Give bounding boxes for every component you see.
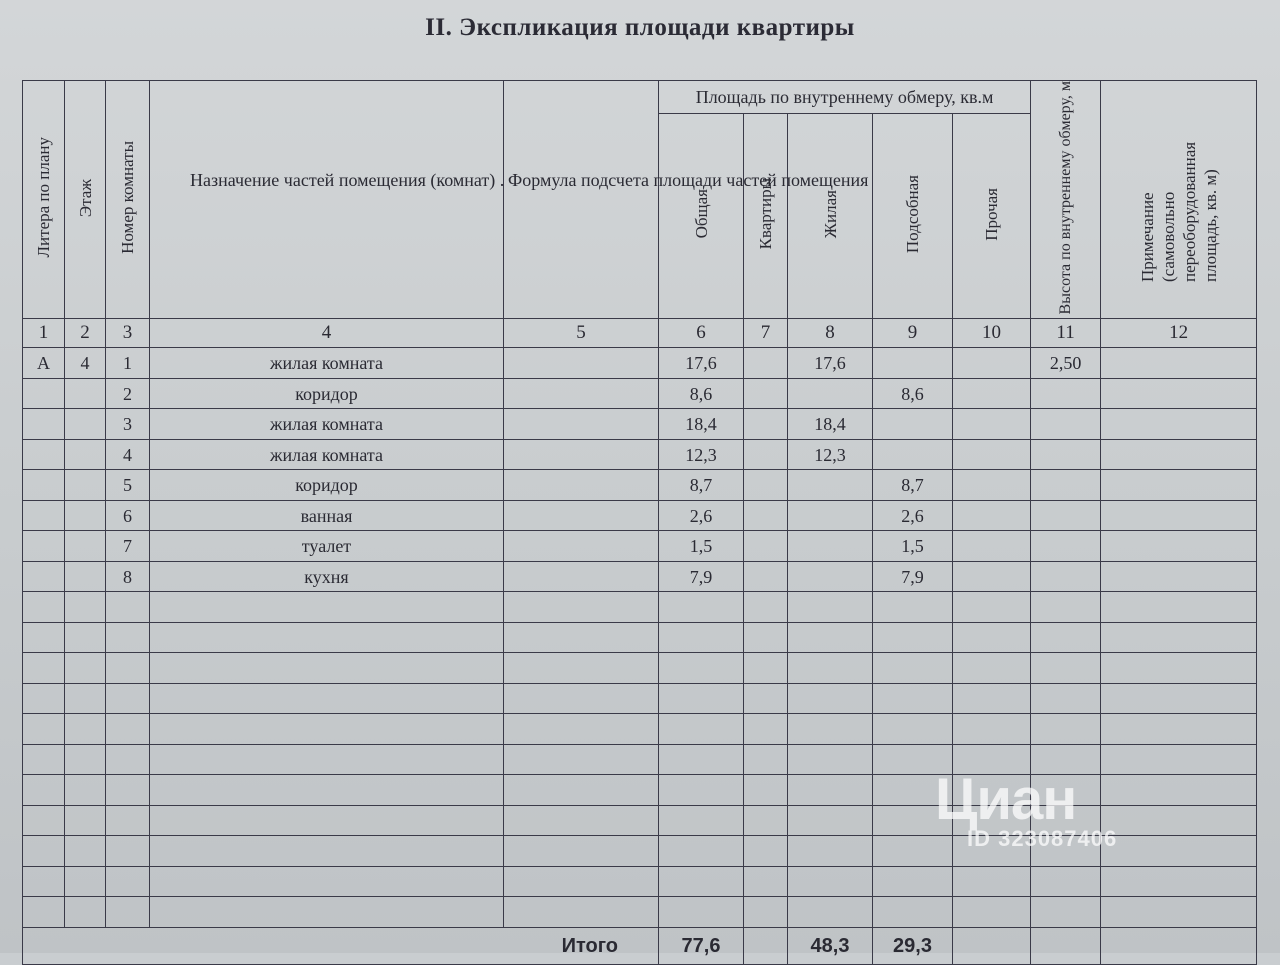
empty-cell — [65, 714, 106, 745]
cell-height — [1031, 409, 1101, 440]
empty-cell — [873, 592, 953, 623]
table-row — [23, 470, 1257, 501]
empty-cell — [150, 866, 504, 897]
cell-formula — [504, 409, 659, 440]
empty-cell — [659, 866, 744, 897]
cell-num: 8 — [106, 561, 150, 592]
empty-cell — [65, 775, 106, 806]
header-room-number: Номер комнаты — [106, 81, 150, 319]
cell-apt — [744, 409, 788, 440]
table-row — [23, 561, 1257, 592]
cell-height — [1031, 500, 1101, 531]
empty-cell — [1101, 683, 1257, 714]
cell-num: 4 — [106, 439, 150, 470]
column-numbers-row — [23, 319, 1257, 348]
empty-cell — [504, 622, 659, 653]
cell-total: 18,4 — [659, 409, 744, 440]
empty-row — [23, 653, 1257, 684]
cell-floor — [65, 561, 106, 592]
empty-cell — [788, 775, 873, 806]
empty-row — [23, 897, 1257, 928]
empty-cell — [1101, 836, 1257, 867]
empty-row — [23, 622, 1257, 653]
table-row — [23, 378, 1257, 409]
empty-cell — [504, 714, 659, 745]
cell-living — [788, 500, 873, 531]
empty-cell — [953, 897, 1031, 928]
empty-cell — [504, 653, 659, 684]
empty-cell — [744, 714, 788, 745]
empty-cell — [1031, 683, 1101, 714]
empty-cell — [744, 653, 788, 684]
column-number-cell: 7 — [744, 319, 788, 348]
empty-cell — [1101, 866, 1257, 897]
empty-cell — [23, 775, 65, 806]
empty-cell — [873, 622, 953, 653]
cell-litera — [23, 439, 65, 470]
empty-cell — [65, 592, 106, 623]
empty-cell — [873, 897, 953, 928]
empty-cell — [659, 653, 744, 684]
empty-cell — [1031, 897, 1101, 928]
listing-id: ID 323087406 — [967, 826, 1118, 851]
header-area-auxiliary: Подсобная — [873, 113, 953, 319]
cell-floor — [65, 409, 106, 440]
cell-other — [953, 348, 1031, 379]
empty-row — [23, 714, 1257, 745]
empty-cell — [788, 714, 873, 745]
cell-formula — [504, 378, 659, 409]
empty-cell — [106, 836, 150, 867]
empty-cell — [953, 653, 1031, 684]
empty-cell — [788, 653, 873, 684]
empty-cell — [744, 683, 788, 714]
empty-cell — [23, 622, 65, 653]
cell-total: 7,9 — [659, 561, 744, 592]
cell-num: 3 — [106, 409, 150, 440]
cell-living — [788, 470, 873, 501]
empty-cell — [744, 622, 788, 653]
empty-cell — [1101, 744, 1257, 775]
empty-cell — [23, 805, 65, 836]
cell-floor — [65, 500, 106, 531]
cell-name: туалет — [150, 531, 504, 562]
totals-aux: 29,3 — [873, 927, 953, 964]
cell-total: 17,6 — [659, 348, 744, 379]
empty-cell — [23, 836, 65, 867]
cell-living: 12,3 — [788, 439, 873, 470]
empty-row — [23, 683, 1257, 714]
cell-height — [1031, 561, 1101, 592]
cell-note — [1101, 378, 1257, 409]
empty-cell — [788, 683, 873, 714]
cell-note — [1101, 439, 1257, 470]
totals-height — [1031, 927, 1101, 964]
cell-num: 7 — [106, 531, 150, 562]
empty-cell — [1031, 592, 1101, 623]
empty-cell — [953, 622, 1031, 653]
cell-litera — [23, 531, 65, 562]
cell-num: 2 — [106, 378, 150, 409]
empty-cell — [106, 683, 150, 714]
cell-litera: А — [23, 348, 65, 379]
column-number-cell: 12 — [1101, 319, 1257, 348]
empty-cell — [1031, 775, 1101, 806]
empty-cell — [504, 683, 659, 714]
empty-cell — [504, 592, 659, 623]
cell-floor: 4 — [65, 348, 106, 379]
empty-cell — [150, 897, 504, 928]
totals-other — [953, 927, 1031, 964]
cell-aux — [873, 409, 953, 440]
cell-note — [1101, 531, 1257, 562]
column-number-cell: 5 — [504, 319, 659, 348]
cell-total: 12,3 — [659, 439, 744, 470]
cell-aux: 2,6 — [873, 500, 953, 531]
cell-height: 2,50 — [1031, 348, 1101, 379]
empty-cell — [106, 622, 150, 653]
cell-note — [1101, 561, 1257, 592]
empty-cell — [1101, 775, 1257, 806]
cell-total: 2,6 — [659, 500, 744, 531]
cell-height — [1031, 439, 1101, 470]
empty-cell — [953, 805, 1031, 836]
cell-num: 6 — [106, 500, 150, 531]
column-number-cell: 9 — [873, 319, 953, 348]
empty-cell — [504, 836, 659, 867]
empty-cell — [23, 714, 65, 745]
empty-cell — [1101, 622, 1257, 653]
cell-height — [1031, 531, 1101, 562]
cell-aux: 8,6 — [873, 378, 953, 409]
cell-living — [788, 531, 873, 562]
empty-cell — [106, 744, 150, 775]
cell-num: 1 — [106, 348, 150, 379]
empty-cell — [23, 897, 65, 928]
empty-cell — [23, 592, 65, 623]
cell-other — [953, 470, 1031, 501]
cell-aux — [873, 439, 953, 470]
empty-cell — [1031, 836, 1101, 867]
cell-floor — [65, 378, 106, 409]
empty-cell — [659, 592, 744, 623]
cell-name: кухня — [150, 561, 504, 592]
cell-formula — [504, 561, 659, 592]
empty-cell — [873, 683, 953, 714]
table-row — [23, 409, 1257, 440]
header-area-other: Прочая — [953, 113, 1031, 319]
column-number-cell: 6 — [659, 319, 744, 348]
empty-cell — [744, 866, 788, 897]
empty-cell — [150, 592, 504, 623]
empty-cell — [65, 836, 106, 867]
cell-floor — [65, 531, 106, 562]
cell-other — [953, 439, 1031, 470]
cell-total: 8,6 — [659, 378, 744, 409]
header-formula: Формула подсчета площади частей помещения — [504, 81, 659, 319]
empty-row — [23, 805, 1257, 836]
cell-aux: 1,5 — [873, 531, 953, 562]
empty-cell — [65, 622, 106, 653]
empty-cell — [23, 744, 65, 775]
cell-litera — [23, 561, 65, 592]
cell-apt — [744, 348, 788, 379]
totals-total: 77,6 — [659, 927, 744, 964]
cell-name: жилая комната — [150, 409, 504, 440]
cell-other — [953, 531, 1031, 562]
cell-apt — [744, 561, 788, 592]
empty-cell — [744, 805, 788, 836]
empty-cell — [744, 897, 788, 928]
empty-cell — [65, 805, 106, 836]
empty-cell — [65, 866, 106, 897]
empty-cell — [659, 714, 744, 745]
empty-cell — [65, 683, 106, 714]
cell-floor — [65, 439, 106, 470]
empty-cell — [1031, 866, 1101, 897]
empty-cell — [504, 775, 659, 806]
header-height: Высота по внутреннему обмеру, м — [1031, 81, 1101, 319]
empty-cell — [150, 653, 504, 684]
cell-name: жилая комната — [150, 439, 504, 470]
empty-cell — [65, 653, 106, 684]
empty-cell — [150, 836, 504, 867]
cell-formula — [504, 348, 659, 379]
empty-cell — [1101, 897, 1257, 928]
column-number-cell: 11 — [1031, 319, 1101, 348]
cell-living — [788, 561, 873, 592]
empty-cell — [873, 744, 953, 775]
empty-cell — [1031, 805, 1101, 836]
cell-name: коридор — [150, 378, 504, 409]
empty-cell — [23, 866, 65, 897]
document-title: II. Экспликация площади квартиры — [425, 14, 855, 41]
cell-formula — [504, 439, 659, 470]
cell-living: 17,6 — [788, 348, 873, 379]
empty-cell — [788, 622, 873, 653]
header-area-group: Площадь по внутреннему обмеру, кв.м — [659, 81, 1031, 114]
cell-note — [1101, 500, 1257, 531]
table-body — [23, 81, 1257, 965]
empty-row — [23, 744, 1257, 775]
empty-cell — [744, 592, 788, 623]
empty-cell — [873, 805, 953, 836]
column-number-cell: 4 — [150, 319, 504, 348]
cell-aux — [873, 348, 953, 379]
empty-cell — [788, 805, 873, 836]
empty-cell — [1101, 805, 1257, 836]
empty-cell — [150, 744, 504, 775]
empty-cell — [106, 897, 150, 928]
empty-row — [23, 836, 1257, 867]
empty-cell — [953, 836, 1031, 867]
header-area-apartment: Квартиры — [744, 113, 788, 319]
cell-litera — [23, 378, 65, 409]
cell-name: коридор — [150, 470, 504, 501]
empty-cell — [788, 592, 873, 623]
empty-cell — [150, 805, 504, 836]
empty-cell — [744, 775, 788, 806]
cian-logo: Циан — [935, 767, 1077, 832]
empty-cell — [106, 592, 150, 623]
cell-formula — [504, 531, 659, 562]
empty-cell — [504, 897, 659, 928]
cell-litera — [23, 470, 65, 501]
column-number-cell: 2 — [65, 319, 106, 348]
header-floor: Этаж — [65, 81, 106, 319]
empty-cell — [504, 744, 659, 775]
cell-formula — [504, 500, 659, 531]
empty-cell — [1031, 653, 1101, 684]
empty-cell — [873, 866, 953, 897]
cell-apt — [744, 500, 788, 531]
cell-apt — [744, 378, 788, 409]
empty-row — [23, 592, 1257, 623]
empty-cell — [65, 897, 106, 928]
empty-cell — [106, 775, 150, 806]
cell-note — [1101, 470, 1257, 501]
empty-cell — [953, 592, 1031, 623]
header-purpose: Назначение частей помещения (комнат) . — [150, 81, 504, 319]
header-litera: Литера по плану — [23, 81, 65, 319]
empty-cell — [106, 653, 150, 684]
cell-other — [953, 500, 1031, 531]
cell-name: ванная — [150, 500, 504, 531]
empty-cell — [873, 836, 953, 867]
empty-cell — [788, 744, 873, 775]
totals-row — [23, 927, 1257, 964]
empty-cell — [873, 714, 953, 745]
cell-apt — [744, 470, 788, 501]
cell-note — [1101, 409, 1257, 440]
cell-apt — [744, 531, 788, 562]
empty-cell — [873, 775, 953, 806]
empty-cell — [659, 805, 744, 836]
cell-num: 5 — [106, 470, 150, 501]
empty-cell — [659, 775, 744, 806]
cell-other — [953, 378, 1031, 409]
empty-cell — [504, 805, 659, 836]
empty-cell — [659, 622, 744, 653]
empty-cell — [150, 683, 504, 714]
table-row — [23, 531, 1257, 562]
empty-cell — [659, 836, 744, 867]
empty-cell — [1031, 622, 1101, 653]
cell-height — [1031, 470, 1101, 501]
cell-total: 1,5 — [659, 531, 744, 562]
cell-height — [1031, 378, 1101, 409]
empty-cell — [1101, 714, 1257, 745]
empty-cell — [150, 714, 504, 745]
empty-cell — [106, 805, 150, 836]
column-number-cell: 1 — [23, 319, 65, 348]
cell-formula — [504, 470, 659, 501]
empty-cell — [953, 866, 1031, 897]
cell-apt — [744, 439, 788, 470]
empty-cell — [953, 714, 1031, 745]
empty-cell — [150, 622, 504, 653]
column-number-cell: 8 — [788, 319, 873, 348]
empty-cell — [744, 836, 788, 867]
empty-cell — [953, 744, 1031, 775]
empty-cell — [744, 744, 788, 775]
empty-cell — [1031, 714, 1101, 745]
cell-note — [1101, 348, 1257, 379]
header-note: Примечание (самовольно переоборудованная площадь, кв. м) — [1101, 81, 1257, 319]
totals-note — [1101, 927, 1257, 964]
empty-cell — [150, 775, 504, 806]
table-row — [23, 439, 1257, 470]
totals-label: Итого — [23, 927, 659, 964]
cell-name: жилая комната — [150, 348, 504, 379]
empty-cell — [23, 683, 65, 714]
cell-floor — [65, 470, 106, 501]
cell-other — [953, 409, 1031, 440]
cell-total: 8,7 — [659, 470, 744, 501]
column-number-cell: 3 — [106, 319, 150, 348]
cell-living — [788, 378, 873, 409]
totals-living: 48,3 — [788, 927, 873, 964]
empty-cell — [659, 683, 744, 714]
empty-cell — [659, 897, 744, 928]
header-area-living: Жилая — [788, 113, 873, 319]
empty-cell — [1031, 744, 1101, 775]
cell-aux: 7,9 — [873, 561, 953, 592]
empty-row — [23, 866, 1257, 897]
empty-cell — [953, 775, 1031, 806]
explication-table — [22, 80, 1257, 965]
table-row — [23, 500, 1257, 531]
cell-litera — [23, 500, 65, 531]
empty-cell — [788, 836, 873, 867]
table-row — [23, 348, 1257, 379]
header-area-total: Общая — [659, 113, 744, 319]
empty-cell — [23, 653, 65, 684]
empty-cell — [788, 897, 873, 928]
header-row-1 — [23, 81, 1257, 114]
empty-row — [23, 775, 1257, 806]
cell-aux: 8,7 — [873, 470, 953, 501]
empty-cell — [65, 744, 106, 775]
empty-cell — [504, 866, 659, 897]
totals-apt — [744, 927, 788, 964]
empty-cell — [106, 714, 150, 745]
empty-cell — [1101, 653, 1257, 684]
empty-cell — [1101, 592, 1257, 623]
empty-cell — [106, 866, 150, 897]
cell-other — [953, 561, 1031, 592]
empty-cell — [953, 683, 1031, 714]
empty-cell — [873, 653, 953, 684]
cell-litera — [23, 409, 65, 440]
empty-cell — [788, 866, 873, 897]
empty-cell — [659, 744, 744, 775]
column-number-cell: 10 — [953, 319, 1031, 348]
cell-living: 18,4 — [788, 409, 873, 440]
